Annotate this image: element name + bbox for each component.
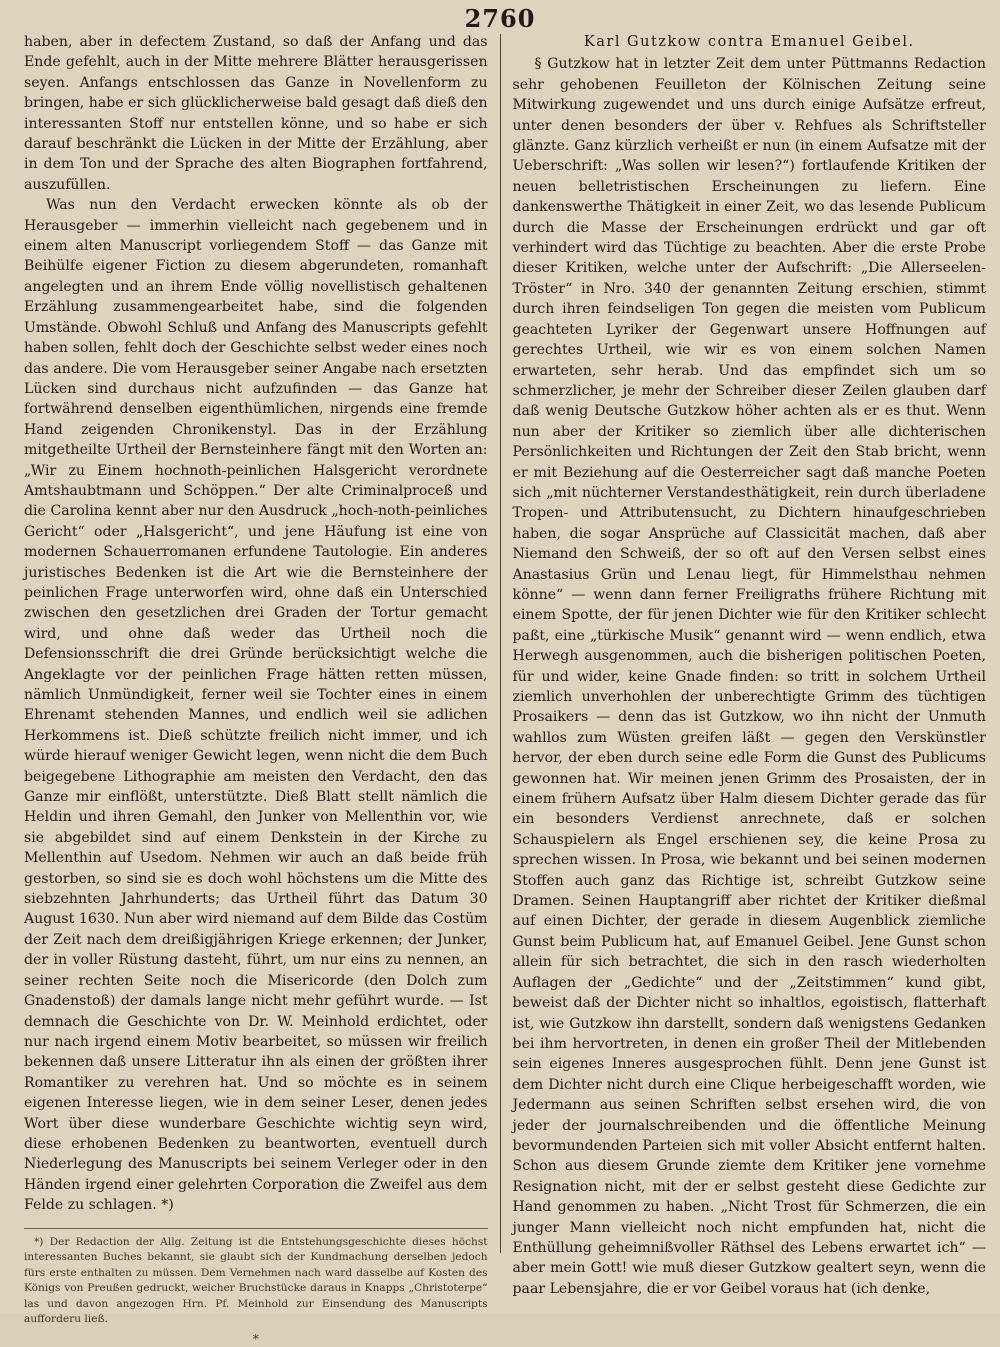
left-paragraph-2: Was nun den Verdacht erwecken könnte als ob der Herausgeber — immerhin vielleicht nach gegebenem und in einem alten Manuscript vorliegendem Stoff — das Ganze mit Beihülfe eigener Fiction zu diesem abgerundeten, romanhaft angelegten und an ihrem Ende völlig novellistisch gehaltenen Erzählung zusammengearbeitet habe, sind die folgenden Umstände. Obwohl Schluß und Anfang des Manuscripts gefehlt haben sollen, fehlt doch der Geschichte selbst weder eines noch das andere. Die vom Herausgeber seiner Angabe nach ersetzten Lücken sind durchaus nicht aufzufinden — das Ganze hat fortwährend denselben eigenthümlichen, nirgends eine fremde Hand zeigenden Chronikenstyl. Das in der Erzählung mitgetheilte Urtheil der Bernsteinhere fängt mit den Worten an: „Wir zu Einem hochnoth-peinlichen Halsgericht verordnete Amtshaubtmann und Schöppen.“ Der alte Criminalproceß und die Carolina kennt aber nur den Ausdruck „hoch-noth-peinliches Gericht“ oder „Halsgericht“, und jene Häufung ist eine von modernen Schauerromanen erfundene Tautologie. Ein anderes juristisches Bedenken ist die Art wie die Bernsteinhere der peinlichen Frage unterworfen wird, ohne daß ein Unterschied zwischen den gesetzlichen drei Graden der Tortur gemacht wird, und ohne daß weder das Urtheil noch die Defensionsschrift die drei Gründe berücksichtigt welche die Angeklagte vor der peinlichen Frage hätten retten müssen, nämlich Unmündigkeit, ferner weil sie Tochter eines in einem Ehrenamt stehenden Mannes, und endlich weil sie adlichen Herkommens ist. Dieß schützte freilich nicht immer, und ich würde hierauf weniger Gewicht legen, wenn nicht die dem Buch beigegebene Lithographie am meisten den Verdacht, den das Ganze mir einflößt, unterstützte. Dieß Blatt stellt nämlich die Heldin und ihren Gemahl, den Junker von Mellenthin vor, wie sie abgebildet sind auf einem Denkstein in der Kirche zu Mellenthin auf Usedom. Nehmen wir auch an daß beide früh gestorben, so sind sie es doch wohl höchstens um die Mitte des siebzehnten Jahrhunderts; das Urtheil führt das Datum 30 August 1630. Nun aber wird niemand auf dem Bilde das Costüm der Zeit nach dem dreißigjährigen Kriege erkennen; der Junker, der in voller Rüstung dasteht, führt, um nur eins zu nennen, an seiner rechten Seite noch die Misericorde (den Dolch zum Gnadenstoß) der damals lange nicht mehr geführt wurde. — Ist demnach die Geschichte von Dr. W. Meinhold erdichtet, oder nur nach irgend einem Motiv bearbeitet, so müssen wir freilich bekennen daß unsere Litteratur ihn als einen der größten ihrer Romantiker zu verehren hat. Und so möchte es in seinem eigenen Interesse liegen, wie in dem seiner Leser, denen jedes Wort über diese wunderbare Geschichte wichtig seyn wird, diese erhobenen Bedenken zu beantworten, eventuell durch Niederlegung des Manuscripts bei seinem Verleger oder in den Händen irgend einer gelehrten Corporation die Zweifel aus dem Felde zu schlagen. *)	[24, 197, 488, 1214]
right-column	[501, 32, 986, 1303]
right-paragraph-1: § Gutzkow hat in letzter Zeit dem unter Püttmanns Redaction sehr gehobenen Feuilleton der Kölnischen Zeitung seine Mitwirkung zugewendet und uns durch einige Aufsätze erfreut, unter denen besonders der über v. Rehfues als Schriftsteller glänzte. Ganz kürzlich verheißt er nun (in einem Aufsatze mit der Ueberschrift: „Was sollen wir lesen?“) fortlaufende Kritiken der neuen belletristischen Erscheinungen zu liefern. Eine dankenswerthe Thätigkeit in einer Zeit, wo das lesende Publicum durch die Masse der Erscheinungen erdrückt und gar oft verhindert wird das Tüchtige zu beachten. Aber die erste Probe dieser Kritiken, welche unter der Aufschrift: „Die Allerseelen-Tröster“ in Nro. 340 der genannten Zeitung erschien, stimmt durch ihren feindseligen Ton gegen die meisten vom Publicum geachteten Lyriker der Gegenwart unsere Hoffnungen auf gerechtes Urtheil, wie wir es von einem solchen Namen erwarteten, sehr herab. Und das empfindet sich um so schmerzlicher, je mehr der Schreiber dieser Zeilen glauben darf daß wenig Deutsche Gutzkow höher achten als er es thut. Wenn nun aber der Kritiker so ziemlich über alle dichterischen Persönlichkeiten und Richtungen der Zeit den Stab bricht, wenn er mit Beziehung auf die Oesterreicher sagt daß manche Poeten sich „mit nüchterner Verstandesthätigkeit, rein durch überladene Tropen- und Attributensucht, zu Dichtern hinaufgeschrieben haben, die sogar Ansprüche auf Classicität machen, daß aber Niemand den Schweiß, der so oft auf den Versen selbst eines Anastasius Grün und Lenau liegt, für Himmelsthau nehmen könne“ — wenn dann ferner Freiligraths frühere Richtung mit einem Spotte, der für jenen Dichter wie für den Kritiker schlecht paßt, eine „türkische Musik“ genannt wird — wenn endlich, etwa Herwegh ausgenommen, auch die bisherigen politischen Poeten, für und wider, keine Gnade finden: so tritt in solchem Urtheil ziemlich unverhohlen der unberechtigte Grimm des tüchtigen Prosaikers — denn das ist Gutzkow, wo ihn nicht der Unmuth wahllos zum Wüsten greifen läßt — gegen den Verskünstler hervor, der eben durch seine edle Form die Gunst des Publicums gewonnen hat. Wir meinen jenen Grimm des Prosaisten, der in einem frühern Aufsatz über Halm diesem Dichter gerade das für ein besonders Verdienst anrechnete, daß er solchen Schauspielern als Engel erschienen sey, die keine Prosa zu sprechen wissen. In Prosa, wie bekannt und bei seinen modernen Stoffen auch ganz das Richtige ist, schreibt Gutzkow seine Dramen. Seinen Hauptangriff aber richtet der Kritiker dießmal auf einen Dichter, der gerade in diesem Augenblick ziemliche Gunst beim Publicum hat, auf Emanuel Geibel. Jene Gunst schon allein für sich betrachtet, die sich in den rasch wiederholten Auflagen der „Gedichte“ und der „Zeitstimmen“ kund gibt, beweist daß der Dichter nicht so inhaltlos, egoistisch, flatterhaft ist, wie Gutzkow ihn darstellt, sondern daß wenigstens Gedanken bei ihm hervortreten, in denen ein großer Theil der Mitlebenden sein eigenes Inneres ausgesprochen fühlt. Denn jene Gunst ist dem Dichter nicht durch eine Clique herbeigeschafft worden, wie Jedermann aus seinen Schriften selbst ersehen wird, die von jeder der journalschreibenden und die öffentliche Meinung bevormundenden Parteien sich mit voller Absicht entfernt halten. Schon aus diesem Grunde ziemte dem Kritiker jene vornehme Resignation nicht, mit der er selbst gesteht diese Gedichte zur Hand genommen zu haben. „Nicht Trost für Schmerzen, die ein junger Mann vielleicht noch nicht empfunden hat, nicht die Enthüllung geheimnißvoller Räthsel des Lebens erwartet ich“ — aber mein Gott! wie muß dieser Gutzkow gealtert seyn, wenn die paar Lebensjahre, die er vor Geibel voraus hat (ich denke,	[512, 56, 986, 1297]
footnote	[24, 1228, 488, 1347]
left-paragraph-1: haben, aber in defectem Zustand, so daß der Anfang und das Ende gefehlt, auch in der Mitte mehrere Blätter herausgerissen seyen. Anfangs entschlossen das Ganze in Novellenform zu bringen, habe er sich glücklicherweise bald gesagt daß dieß den interessanten Stoff nur entstellen könne, und so habe er sich darauf beschränkt die Lücken in der Mitte der Erzählung, aber in dem Ton und der Sprache des alten Biographen fortfahrend, auszufüllen.	[24, 34, 488, 193]
footnote-text: *) Der Redaction der Allg. Zeitung ist die Entstehungsgeschichte dieses höchst interessanten Buches bekannt, sie glaubt sich der Kundmachung derselben jedoch fürs erste enthalten zu müssen. Dem Vernehmen nach ward dasselbe auf Kosten des Königs von Preußen gedruckt, welcher Bruchstücke daraus in Knapps „Christoterpe“ las und davon angezogen Hrn. Pf. Meinhold zur Einsendung des Manuscripts aufforderu ließ.	[24, 1235, 488, 1326]
page-number: 2760	[464, 4, 536, 33]
text-columns	[24, 32, 986, 1346]
article-title: Karl Gutzkow contra Emanuel Geibel.	[583, 34, 915, 50]
end-mark: *	[252, 1331, 259, 1346]
left-column	[24, 32, 500, 1346]
